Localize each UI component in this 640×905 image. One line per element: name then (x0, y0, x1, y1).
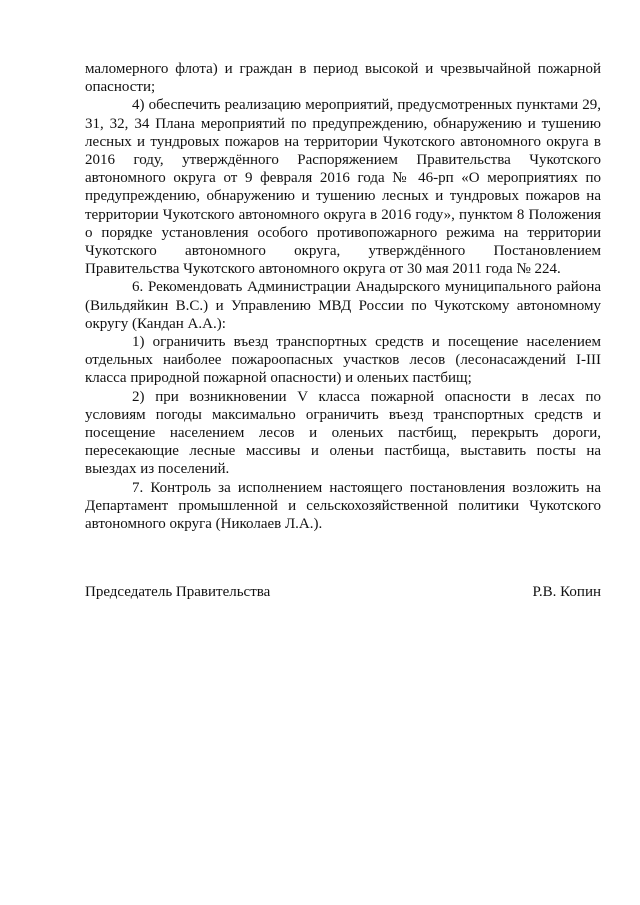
signatory-position: Председатель Правительства (85, 584, 271, 600)
signatory-name: Р.В. Копин (532, 584, 601, 600)
document-body (85, 60, 601, 533)
paragraph-item-4: 4) обеспечить реализацию мероприятий, предусмотренных пунктами 29, 31, 32, 34 Плана мероприятий по предупреждению, обнаружению и тушению лесных и тундровых пожаров на территории Чукотского автономного округа в 2016 году, утверждённого Распоряжением Правительства Чукотского автономного округа от 9 февраля 2016 года № 46-рп «О мероприятиях по предупреждению, обнаружению и тушению лесных и тундровых пожаров на территории Чукотского автономного округа в 2016 году», пунктом 8 Положения о порядке установления особого противопожарного режима на территории Чукотского автономного округа, утверждённого Постановлением Правительства Чукотского автономного округа от 30 мая 2011 года № 224. (85, 97, 601, 278)
paragraph-section-6: 6. Рекомендовать Администрации Анадырского муниципального района (Вильдяйкин В.С.) и Управлению МВД России по Чукотскому автономному округу (Кандан А.А.): (85, 279, 601, 332)
paragraph-item-1: 1) ограничить въезд транспортных средств и посещение населением отдельных наиболее пожароопасных участков лесов (лесонасаждений I-III класса природной пожарной опасности) и оленьих пастбищ; (85, 334, 601, 387)
paragraph-continuation: маломерного флота) и граждан в период высокой и чрезвычайной пожарной опасности; (85, 61, 601, 96)
paragraph-item-2: 2) при возникновении V класса пожарной опасности в лесах по условиям погоды максимально ограничить въезд транспортных средств и посещение населением лесов и оленьих пастбищ, перекрыть дороги, пересекающие лесные массивы и оленьи пастбища, выставить посты на выездах из поселений. (85, 388, 601, 478)
paragraph-section-7: 7. Контроль за исполнением настоящего постановления возложить на Департамент промышленной и сельскохозяйственной политики Чукотского автономного округа (Николаев Л.А.). (85, 479, 601, 533)
